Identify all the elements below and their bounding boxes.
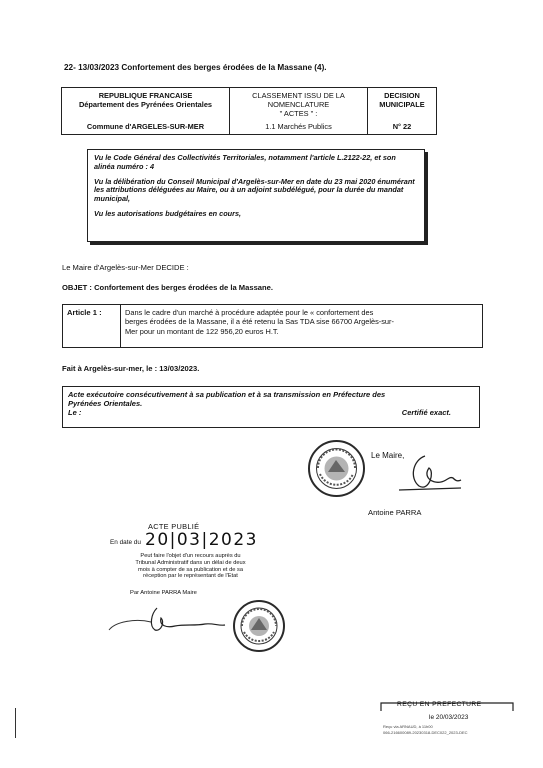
decision-label: DECISION (384, 91, 420, 100)
seal-graphic (310, 442, 363, 495)
municipale-label: MUNICIPALE (379, 100, 425, 109)
signature-icon (105, 604, 230, 636)
document-title: 22- 13/03/2023 Confortement des berges érodées de la Massane (4). (64, 63, 327, 72)
article-line-3: Mer pour un montant de 122 956,20 euros H.T. (125, 326, 279, 336)
article-text (121, 305, 482, 339)
article-line-1: Dans le cadre d'un marché à procédure adaptée pour le « confortement des (125, 308, 374, 317)
en-date-du-label: En date du (110, 539, 141, 546)
recours-line-1: Peut faire l'objet d'un recours auprès du (140, 553, 241, 559)
executoire-line-1: Acte exécutoire consécutivement à sa publication et à sa transmission en Préfecture des (68, 390, 386, 399)
republique-label: REPUBLIQUE FRANCAISE (98, 91, 193, 100)
classement-line-4: 1.1 Marchés Publics (265, 122, 332, 131)
seal-graphic (235, 602, 283, 650)
classement-line-3: " ACTES " : (279, 109, 318, 118)
par-maire-line: Par Antoine PARRA Maire (130, 590, 197, 596)
recu-title: REÇU EN PREFECTURE (397, 701, 482, 708)
departement-label: Département des Pyrénées Orientales (78, 100, 213, 109)
vu-deliberation: Vu la délibération du Conseil Municipal d'Argelès-sur-Mer en date du 23 mai 2020 énumérant les attributions déléguées au Maire, ou à un adjoint subdélégué, pour la durée du mandat municipal, (94, 176, 415, 204)
header-table (61, 87, 437, 135)
recours-line-4: réception par le représentant de l'Etat (143, 573, 238, 580)
classement-line-2: NOMENCLATURE (267, 100, 330, 109)
executoire-line-3: Le : (68, 408, 82, 417)
recu-via: Reçu via ARNAUD, à 11h00 (383, 724, 433, 729)
decision-number: N° 22 (392, 122, 412, 131)
le-maire-label: Le Maire, (371, 451, 405, 460)
acte-publie-label: ACTE PUBLIÉ (148, 522, 200, 531)
signatory-name: Antoine PARRA (368, 508, 422, 517)
objet-line: OBJET : Confortement des berges érodées de la Massane. (62, 283, 274, 292)
recu-prefecture-stamp (379, 701, 515, 737)
margin-mark (15, 708, 16, 738)
header-commune-cell (62, 88, 230, 134)
vu-box (87, 149, 425, 242)
recours-text (117, 553, 264, 580)
recu-date: le 20/03/2023 (429, 714, 469, 721)
article-label: Article 1 : (63, 305, 121, 347)
recours-line-2: Tribunal Administratif dans un délai de deux (135, 559, 246, 566)
classement-line-1: CLASSEMENT ISSU DE LA (252, 91, 345, 100)
article-table (62, 304, 483, 348)
executoire-box (62, 386, 480, 428)
commune-label: Commune d'ARGELES-SUR-MER (86, 122, 205, 131)
signature-icon (395, 452, 465, 497)
recours-line-3: mois à compter de sa publication et de sa (138, 566, 243, 573)
executoire-line-2: Pyrénées Orientales. (68, 399, 143, 408)
municipal-seal-icon (308, 440, 365, 497)
article-line-2: berges érodées de la Massane, il a été retenu la Sas TDA sise 66700 Argelès-sur- (125, 317, 394, 327)
vu-cgct: Vu le Code Général des Collectivités Territoriales, notamment l'article L.2122-22, et son alinéa numéro : 4 (94, 153, 396, 171)
recu-id: 066-216600089-20230318-DEC022_2023-DEC (383, 730, 468, 735)
certifie-exact: Certifié exact. (401, 408, 451, 417)
vu-budget: Vu les autorisations budgétaires en cours, (94, 208, 242, 218)
header-decision-cell (368, 88, 436, 134)
header-classement-cell (230, 88, 368, 134)
municipal-seal-icon (233, 600, 285, 652)
handwritten-date: 20|03|2023 (145, 530, 258, 550)
fait-line: Fait à Argelès-sur-mer, le : 13/03/2023. (62, 364, 200, 373)
decide-line: Le Maire d'Argelès-sur-Mer DECIDE : (62, 263, 189, 272)
